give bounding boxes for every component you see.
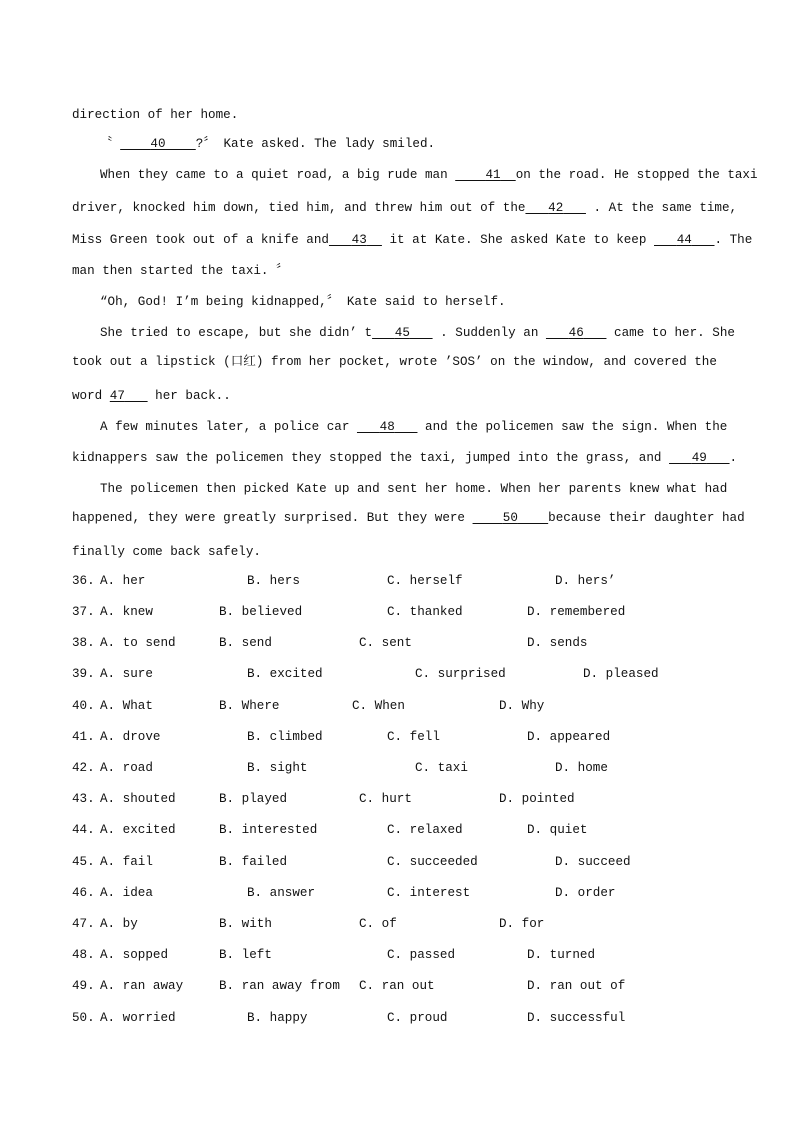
passage-text: . The	[714, 233, 753, 247]
passage-text: happened, they were greatly surprised. But they were	[72, 511, 465, 525]
option-a: A. to send	[100, 636, 176, 650]
passage-text: finally come back safely.	[72, 545, 261, 559]
option-b: B. send	[219, 636, 272, 650]
option-a: A. sure	[100, 667, 153, 681]
passage-line	[100, 326, 735, 340]
option-b: B. climbed	[247, 730, 323, 744]
option-a: A. worried	[100, 1011, 176, 1025]
passage-line	[100, 482, 728, 496]
option-d: D. Why	[499, 699, 545, 713]
question-number: 43.	[72, 792, 95, 806]
passage-text: took out a lipstick (口红) from her pocket, wrote ’SOS’ on the window, and covered the	[72, 355, 717, 369]
passage-text: When they came to a quiet road, a big rude man	[100, 168, 448, 182]
option-a: A. knew	[100, 605, 153, 619]
option-c: C. succeeded	[387, 855, 478, 869]
option-b: B. played	[219, 792, 288, 806]
option-a: A. road	[100, 761, 153, 775]
option-b: B. failed	[219, 855, 288, 869]
option-c: C. thanked	[387, 605, 463, 619]
option-c: C. surprised	[415, 667, 506, 681]
passage-text: “Oh, God! I’m being kidnapped,〞 Kate said to herself.	[100, 295, 506, 309]
option-d: D. quiet	[527, 823, 588, 837]
option-c: C. herself	[387, 574, 463, 588]
blank-44: 44	[676, 233, 692, 247]
blank-40: 40	[150, 137, 166, 151]
option-d: D. hers’	[555, 574, 616, 588]
option-a: A. What	[100, 699, 153, 713]
option-d: D. ran out of	[527, 979, 626, 993]
passage-text: word	[72, 389, 103, 403]
option-c: C. When	[352, 699, 405, 713]
option-c: C. proud	[387, 1011, 448, 1025]
passage-line	[72, 511, 745, 525]
option-c: C. taxi	[415, 761, 468, 775]
option-d: D. successful	[527, 1011, 626, 1025]
passage-line	[100, 295, 506, 309]
option-b: B. happy	[247, 1011, 308, 1025]
passage-text: it at Kate. She asked Kate to keep	[389, 233, 647, 247]
passage-text: 〝	[100, 137, 113, 151]
passage-text: Miss Green took out of a knife and	[72, 233, 329, 247]
option-d: D. turned	[527, 948, 596, 962]
question-number: 46.	[72, 886, 95, 900]
question-number: 44.	[72, 823, 95, 837]
option-a: A. drove	[100, 730, 161, 744]
question-number: 42.	[72, 761, 95, 775]
passage-line	[72, 389, 231, 403]
option-d: D. order	[555, 886, 616, 900]
blank-47: 47	[109, 389, 125, 403]
option-c: C. sent	[359, 636, 412, 650]
blank-49: 49	[691, 451, 707, 465]
option-c: C. of	[359, 917, 397, 931]
passage-line	[72, 108, 238, 122]
question-number: 49.	[72, 979, 95, 993]
question-number: 45.	[72, 855, 95, 869]
passage-text: came to her. She	[614, 326, 735, 340]
option-b: B. Where	[219, 699, 280, 713]
option-b: B. left	[219, 948, 272, 962]
option-a: A. shouted	[100, 792, 176, 806]
passage-line	[100, 420, 728, 434]
question-number: 50.	[72, 1011, 95, 1025]
passage-text: A few minutes later, a police car	[100, 420, 350, 434]
option-d: D. appeared	[527, 730, 611, 744]
option-b: B. hers	[247, 574, 300, 588]
question-number: 37.	[72, 605, 95, 619]
passage-text: her back..	[155, 389, 231, 403]
option-c: C. hurt	[359, 792, 412, 806]
option-d: D. for	[499, 917, 545, 931]
option-b: B. sight	[247, 761, 308, 775]
passage-line	[72, 233, 753, 247]
option-b: B. answer	[247, 886, 316, 900]
option-c: C. ran out	[359, 979, 435, 993]
passage-line	[72, 201, 738, 215]
option-c: C. fell	[387, 730, 440, 744]
option-d: D. pleased	[583, 667, 659, 681]
option-b: B. interested	[219, 823, 318, 837]
passage-text: The policemen then picked Kate up and sent her home. When her parents knew what had	[100, 482, 728, 496]
passage-line	[72, 545, 261, 559]
option-a: A. by	[100, 917, 138, 931]
passage-line	[72, 264, 289, 278]
option-d: D. sends	[527, 636, 588, 650]
option-a: A. excited	[100, 823, 176, 837]
option-a: A. idea	[100, 886, 153, 900]
option-c: C. interest	[387, 886, 471, 900]
option-a: A. ran away	[100, 979, 184, 993]
option-c: C. passed	[387, 948, 456, 962]
option-b: B. believed	[219, 605, 303, 619]
blank-45: 45	[394, 326, 410, 340]
option-a: A. fail	[100, 855, 153, 869]
passage-text: direction of her home.	[72, 108, 239, 122]
question-number: 41.	[72, 730, 95, 744]
option-d: D. home	[555, 761, 608, 775]
passage-text: man then started the taxi. 〞	[72, 264, 289, 278]
option-a: A. her	[100, 574, 146, 588]
blank-50: 50	[502, 511, 518, 525]
option-d: D. succeed	[555, 855, 631, 869]
passage-text: kidnappers saw the policemen they stopped the taxi, jumped into the grass, and	[72, 451, 662, 465]
passage-text: . At the same time,	[593, 201, 738, 215]
blank-42: 42	[548, 201, 564, 215]
question-number: 48.	[72, 948, 95, 962]
passage-line	[100, 137, 435, 151]
passage-text: . Suddenly an	[440, 326, 539, 340]
blank-41: 41	[485, 168, 501, 182]
passage-line	[100, 168, 758, 182]
option-d: D. remembered	[527, 605, 626, 619]
passage-text: and the policemen saw the sign. When the	[425, 420, 728, 434]
question-number: 40.	[72, 699, 95, 713]
passage-line	[72, 451, 737, 465]
option-a: A. sopped	[100, 948, 169, 962]
passage-text: on the road. He stopped the taxi	[515, 168, 758, 182]
option-b: B. ran away from	[219, 979, 340, 993]
passage-text: driver, knocked him down, tied him, and threw him out of the	[72, 201, 526, 215]
passage-text: ?〞 Kate asked. The lady smiled.	[195, 137, 436, 151]
question-number: 36.	[72, 574, 95, 588]
passage-text: She tried to escape, but she didn’ t	[100, 326, 373, 340]
passage-text: .	[729, 451, 738, 465]
blank-48: 48	[379, 420, 395, 434]
question-number: 47.	[72, 917, 95, 931]
passage-line	[72, 355, 722, 369]
blank-46: 46	[568, 326, 584, 340]
question-number: 39.	[72, 667, 95, 681]
option-b: B. with	[219, 917, 272, 931]
option-b: B. excited	[247, 667, 323, 681]
option-d: D. pointed	[499, 792, 575, 806]
blank-43: 43	[351, 233, 367, 247]
question-number: 38.	[72, 636, 95, 650]
option-c: C. relaxed	[387, 823, 463, 837]
passage-text: because their daughter had	[548, 511, 745, 525]
